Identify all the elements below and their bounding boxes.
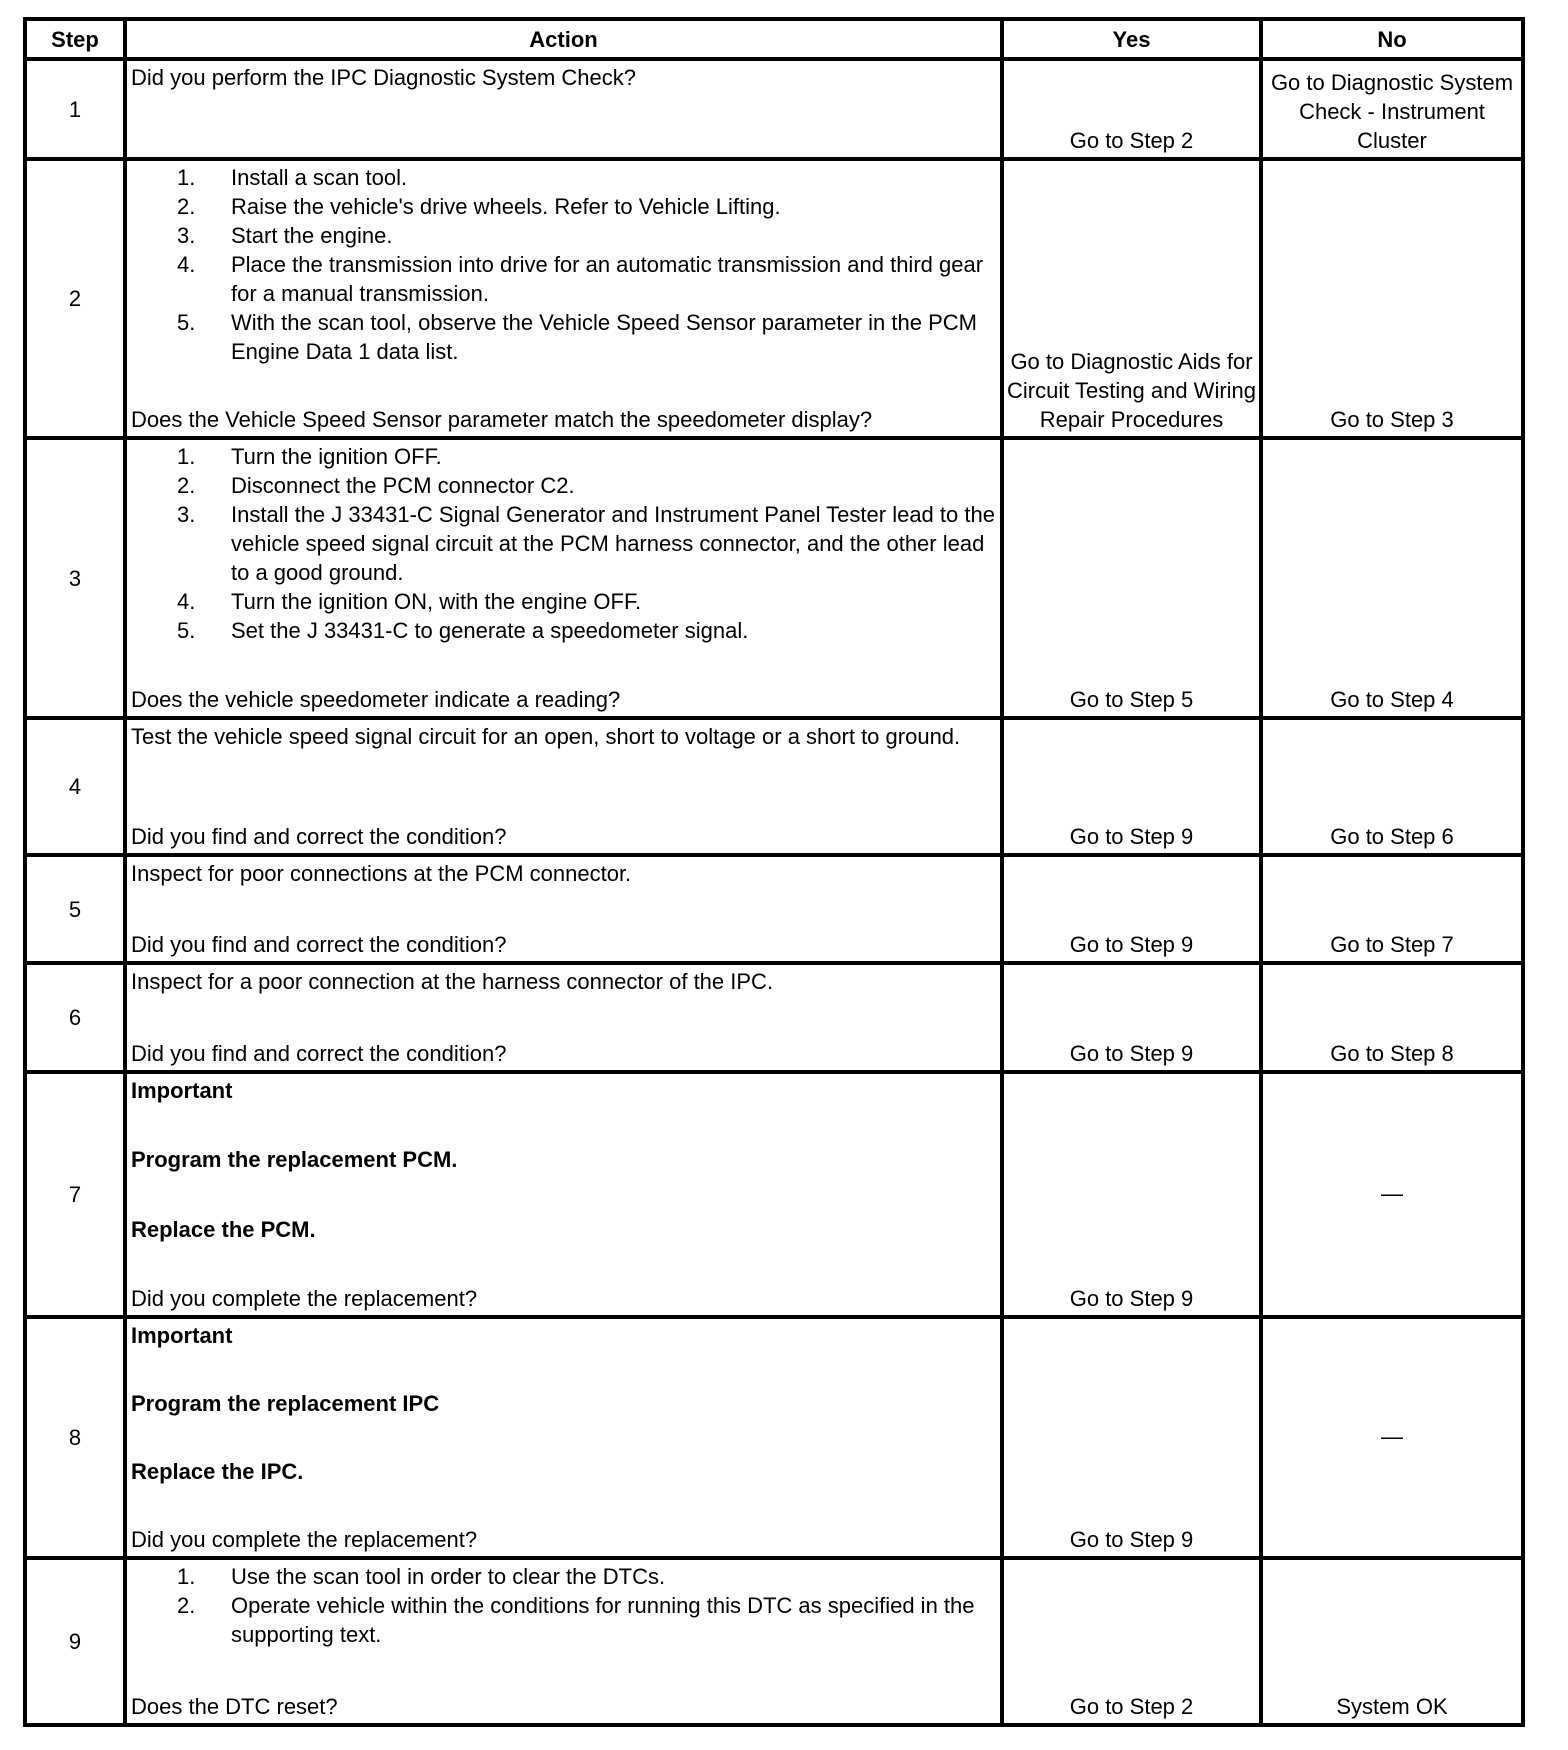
list-text: Set the J 33431-C to generate a speedometer signal.	[231, 618, 749, 643]
action-text: Test the vehicle speed signal circuit for an open, short to voltage or a short to ground.	[131, 724, 961, 749]
list-item	[131, 221, 996, 250]
action-cell	[125, 1317, 1002, 1558]
step-number: 4	[25, 718, 125, 855]
table-row	[25, 855, 1523, 963]
diagnostic-table	[23, 17, 1525, 1727]
action-cell	[125, 718, 1002, 855]
list-number: 1.	[177, 444, 196, 469]
list-number: 4.	[177, 252, 196, 277]
action-text: Inspect for poor connections at the PCM connector.	[131, 861, 632, 886]
list-number: 3.	[177, 502, 196, 527]
list-text: Disconnect the PCM connector C2.	[231, 473, 575, 498]
action-cell	[125, 1558, 1002, 1725]
list-text: With the scan tool, observe the Vehicle Speed Sensor parameter in the PCM Engine Data 1 data list.	[231, 310, 977, 364]
no-cell: Go to Step 7	[1261, 855, 1523, 963]
no-cell: —	[1261, 1072, 1523, 1317]
no-cell: —	[1261, 1317, 1523, 1558]
yes-cell: Go to Diagnostic Aids for Circuit Testing and Wiring Repair Procedures	[1002, 159, 1261, 438]
action-question: Did you complete the replacement?	[131, 1285, 478, 1311]
list-item	[131, 192, 996, 221]
list-item	[131, 1562, 996, 1591]
list-text: Operate vehicle within the conditions for running this DTC as specified in the supporting text.	[231, 1593, 975, 1647]
list-item	[131, 308, 996, 366]
step-number: 6	[25, 963, 125, 1072]
action-question: Did you find and correct the condition?	[131, 824, 507, 849]
important-note: Replace the IPC.	[131, 1459, 304, 1484]
step-number: 8	[25, 1317, 125, 1558]
list-number: 2.	[177, 194, 196, 219]
list-item	[131, 1591, 996, 1649]
step-list	[131, 163, 996, 366]
yes-cell: Go to Step 9	[1002, 1072, 1261, 1317]
list-item	[131, 442, 996, 471]
action-cell	[125, 59, 1002, 159]
no-cell: System OK	[1261, 1558, 1523, 1725]
list-text: Install a scan tool.	[231, 165, 408, 190]
header-no: No	[1261, 19, 1523, 59]
important-note: Important	[131, 1078, 233, 1103]
action-cell	[125, 159, 1002, 438]
no-cell: Go to Step 4	[1261, 438, 1523, 718]
list-item	[131, 163, 996, 192]
list-item	[131, 471, 996, 500]
table-row	[25, 159, 1523, 438]
action-cell	[125, 963, 1002, 1072]
table-row	[25, 718, 1523, 855]
list-number: 5.	[177, 310, 196, 335]
no-cell: Go to Step 3	[1261, 159, 1523, 438]
header-step: Step	[25, 19, 125, 59]
table-row	[25, 1317, 1523, 1558]
list-item	[131, 500, 996, 587]
step-number: 2	[25, 159, 125, 438]
no-cell: Go to Diagnostic System Check - Instrument Cluster	[1261, 59, 1523, 159]
list-text: Use the scan tool in order to clear the DTCs.	[231, 1564, 666, 1589]
important-note: Replace the PCM.	[131, 1216, 316, 1242]
step-list	[131, 442, 996, 645]
list-text: Turn the ignition ON, with the engine OFF.	[231, 589, 642, 614]
list-text: Install the J 33431-C Signal Generator and Instrument Panel Tester lead to the vehicle speed signal circuit at the PCM harness connector, and the other lead to a good ground.	[231, 502, 995, 585]
action-cell	[125, 438, 1002, 718]
yes-cell: Go to Step 9	[1002, 963, 1261, 1072]
list-text: Place the transmission into drive for an automatic transmission and third gear for a manual transmission.	[231, 252, 984, 306]
list-number: 1.	[177, 1564, 196, 1589]
action-question: Did you find and correct the condition?	[131, 1041, 507, 1066]
action-question: Does the vehicle speedometer indicate a reading?	[131, 687, 621, 712]
yes-cell: Go to Step 9	[1002, 855, 1261, 963]
list-number: 1.	[177, 165, 196, 190]
action-question: Did you find and correct the condition?	[131, 932, 507, 957]
step-list	[131, 1562, 996, 1649]
step-number: 1	[25, 59, 125, 159]
action-question: Does the DTC reset?	[131, 1694, 338, 1719]
action-text: Did you perform the IPC Diagnostic System Check?	[131, 65, 636, 90]
list-text: Raise the vehicle's drive wheels. Refer to Vehicle Lifting.	[231, 194, 781, 219]
action-question: Does the Vehicle Speed Sensor parameter match the speedometer display?	[131, 407, 873, 432]
important-note: Program the replacement IPC	[131, 1391, 440, 1416]
list-item	[131, 616, 996, 645]
yes-cell: Go to Step 2	[1002, 59, 1261, 159]
table-row	[25, 963, 1523, 1072]
header-row	[25, 19, 1523, 59]
action-cell	[125, 1072, 1002, 1317]
list-item	[131, 587, 996, 616]
important-note: Program the replacement PCM.	[131, 1147, 458, 1173]
list-text: Start the engine.	[231, 223, 393, 248]
step-number: 9	[25, 1558, 125, 1725]
step-number: 5	[25, 855, 125, 963]
list-number: 3.	[177, 223, 196, 248]
yes-cell: Go to Step 9	[1002, 718, 1261, 855]
no-cell: Go to Step 8	[1261, 963, 1523, 1072]
list-item	[131, 250, 996, 308]
table-row	[25, 1558, 1523, 1725]
action-text: Inspect for a poor connection at the harness connector of the IPC.	[131, 969, 774, 994]
yes-cell: Go to Step 5	[1002, 438, 1261, 718]
yes-cell: Go to Step 2	[1002, 1558, 1261, 1725]
list-number: 2.	[177, 473, 196, 498]
table-row	[25, 1072, 1523, 1317]
list-number: 2.	[177, 1593, 196, 1618]
yes-cell: Go to Step 9	[1002, 1317, 1261, 1558]
list-number: 4.	[177, 589, 196, 614]
action-cell	[125, 855, 1002, 963]
no-cell: Go to Step 6	[1261, 718, 1523, 855]
header-action: Action	[125, 19, 1002, 59]
header-yes: Yes	[1002, 19, 1261, 59]
list-text: Turn the ignition OFF.	[231, 444, 442, 469]
list-number: 5.	[177, 618, 196, 643]
table-row	[25, 438, 1523, 718]
step-number: 7	[25, 1072, 125, 1317]
action-question: Did you complete the replacement?	[131, 1527, 478, 1552]
table-row	[25, 59, 1523, 159]
important-note: Important	[131, 1323, 233, 1348]
step-number: 3	[25, 438, 125, 718]
